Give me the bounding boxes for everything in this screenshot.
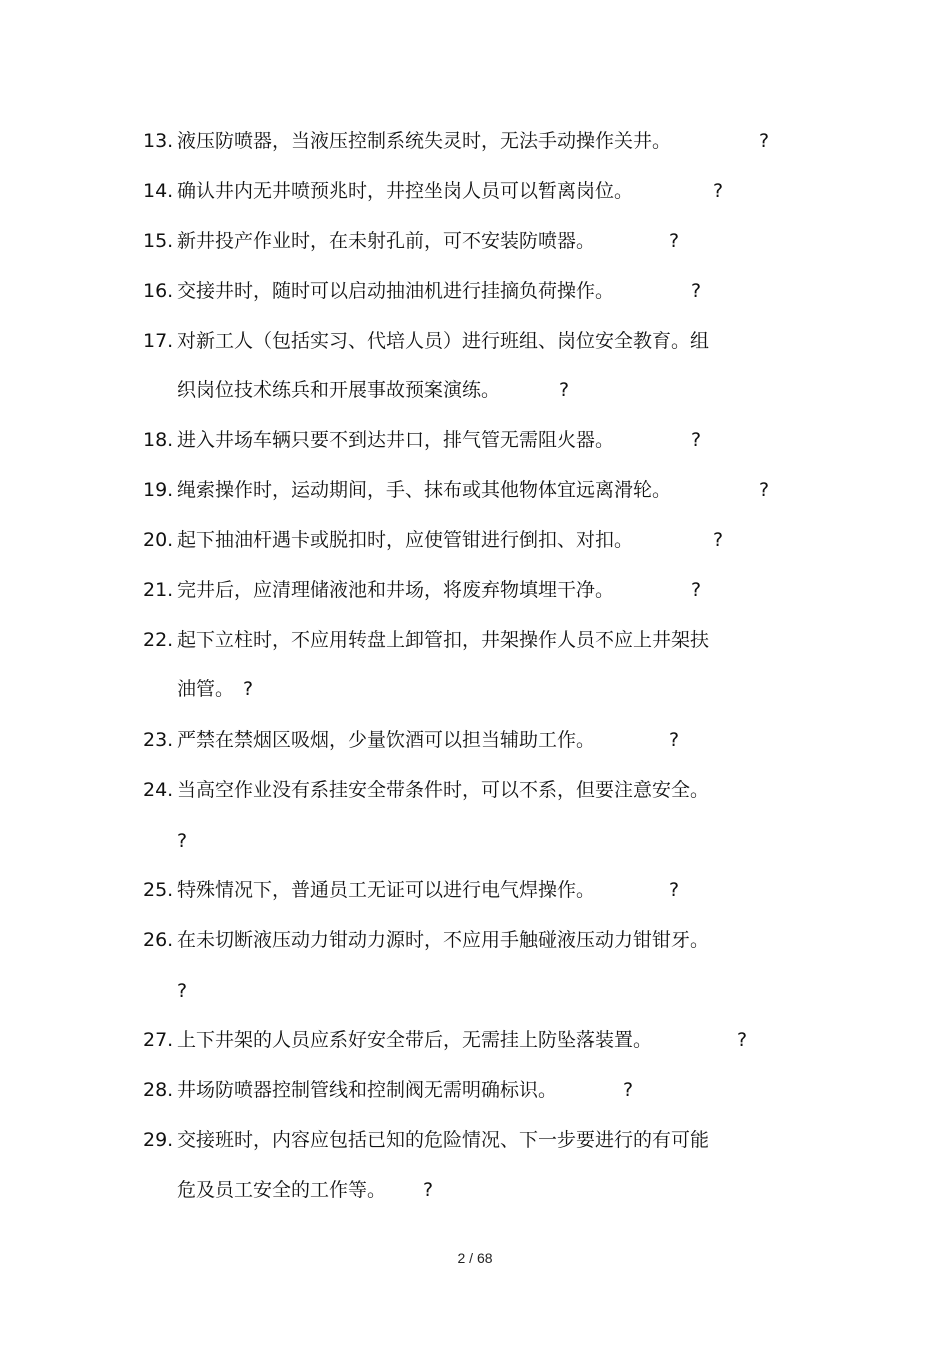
question-29-continuation	[177, 1177, 434, 1203]
question-text-continued: 危及员工安全的工作等。	[177, 1179, 387, 1201]
question-23	[143, 727, 680, 753]
answer-mark: ?	[243, 678, 254, 700]
question-text: 起下抽油杆遇卡或脱扣时，应使管钳进行倒扣、对扣。	[177, 529, 634, 551]
question-number: 24.	[143, 779, 174, 801]
question-number: 19.	[143, 479, 174, 501]
answer-mark: ?	[713, 529, 724, 551]
question-text: 绳索操作时，运动期间，手、抹布或其他物体宜远离滑轮。	[177, 479, 672, 501]
answer-mark: ?	[691, 280, 702, 302]
question-15	[143, 228, 680, 254]
question-number: 14.	[143, 180, 174, 202]
answer-mark: ?	[423, 1179, 434, 1201]
answer-mark: ?	[669, 230, 680, 252]
answer-mark: ?	[759, 130, 770, 152]
question-19	[143, 477, 770, 503]
question-22	[143, 627, 709, 653]
question-number: 23.	[143, 729, 174, 751]
answer-mark: ?	[691, 429, 702, 451]
question-26	[143, 927, 709, 953]
answer-mark: ?	[177, 830, 188, 852]
answer-mark: ?	[623, 1079, 634, 1101]
question-18	[143, 427, 702, 453]
question-number: 17.	[143, 330, 174, 352]
answer-mark: ?	[737, 1029, 748, 1051]
question-number: 15.	[143, 230, 174, 252]
answer-mark: ?	[177, 980, 188, 1002]
question-number: 25.	[143, 879, 174, 901]
question-number: 18.	[143, 429, 174, 451]
question-20	[143, 527, 724, 553]
question-17-continuation	[177, 377, 570, 403]
question-text: 严禁在禁烟区吸烟，少量饮酒可以担当辅助工作。	[177, 729, 596, 751]
question-16	[143, 278, 702, 304]
question-number: 29.	[143, 1129, 174, 1151]
question-29	[143, 1127, 709, 1153]
question-17	[143, 328, 709, 354]
question-text-continued: 油管。	[177, 678, 235, 700]
answer-mark: ?	[759, 479, 770, 501]
question-text: 新井投产作业时，在未射孔前，可不安装防喷器。	[177, 230, 596, 252]
question-text: 进入井场车辆只要不到达井口，排气管无需阻火器。	[177, 429, 615, 451]
question-text: 液压防喷器，当液压控制系统失灵时，无法手动操作关井。	[177, 130, 672, 152]
question-text: 特殊情况下，普通员工无证可以进行电气焊操作。	[177, 879, 596, 901]
question-text: 井场防喷器控制管线和控制阀无需明确标识。	[177, 1079, 558, 1101]
question-13	[143, 128, 770, 154]
question-number: 27.	[143, 1029, 174, 1051]
question-text: 完井后，应清理储液池和井场，将废弃物填埋干净。	[177, 579, 615, 601]
question-number: 28.	[143, 1079, 174, 1101]
answer-mark: ?	[559, 379, 570, 401]
question-text: 对新工人（包括实习、代培人员）进行班组、岗位安全教育。组	[177, 330, 710, 352]
question-number: 16.	[143, 280, 174, 302]
question-number: 13.	[143, 130, 174, 152]
question-14	[143, 178, 724, 204]
answer-mark: ?	[713, 180, 724, 202]
answer-mark: ?	[669, 729, 680, 751]
question-21	[143, 577, 702, 603]
question-number: 20.	[143, 529, 174, 551]
question-number: 26.	[143, 929, 174, 951]
question-25	[143, 877, 680, 903]
question-28	[143, 1077, 634, 1103]
question-text: 确认井内无井喷预兆时，井控坐岗人员可以暂离岗位。	[177, 180, 634, 202]
question-text: 交接井时，随时可以启动抽油机进行挂摘负荷操作。	[177, 280, 615, 302]
question-number: 21.	[143, 579, 174, 601]
page-number: 2 / 68	[457, 1250, 493, 1266]
question-text-continued: 织岗位技术练兵和开展事故预案演练。	[177, 379, 501, 401]
question-27	[143, 1027, 748, 1053]
question-text: 交接班时，内容应包括已知的危险情况、下一步要进行的有可能	[177, 1129, 710, 1151]
question-text: 起下立柱时，不应用转盘上卸管扣，井架操作人员不应上井架扶	[177, 629, 710, 651]
question-number: 22.	[143, 629, 174, 651]
question-text: 上下井架的人员应系好安全带后，无需挂上防坠落装置。	[177, 1029, 653, 1051]
question-24	[143, 777, 709, 803]
question-text: 当高空作业没有系挂安全带条件时，可以不系，但要注意安全。	[177, 779, 710, 801]
answer-mark: ?	[691, 579, 702, 601]
question-22-continuation	[177, 676, 254, 702]
answer-mark: ?	[669, 879, 680, 901]
question-text: 在未切断液压动力钳动力源时，不应用手触碰液压动力钳钳牙。	[177, 929, 710, 951]
